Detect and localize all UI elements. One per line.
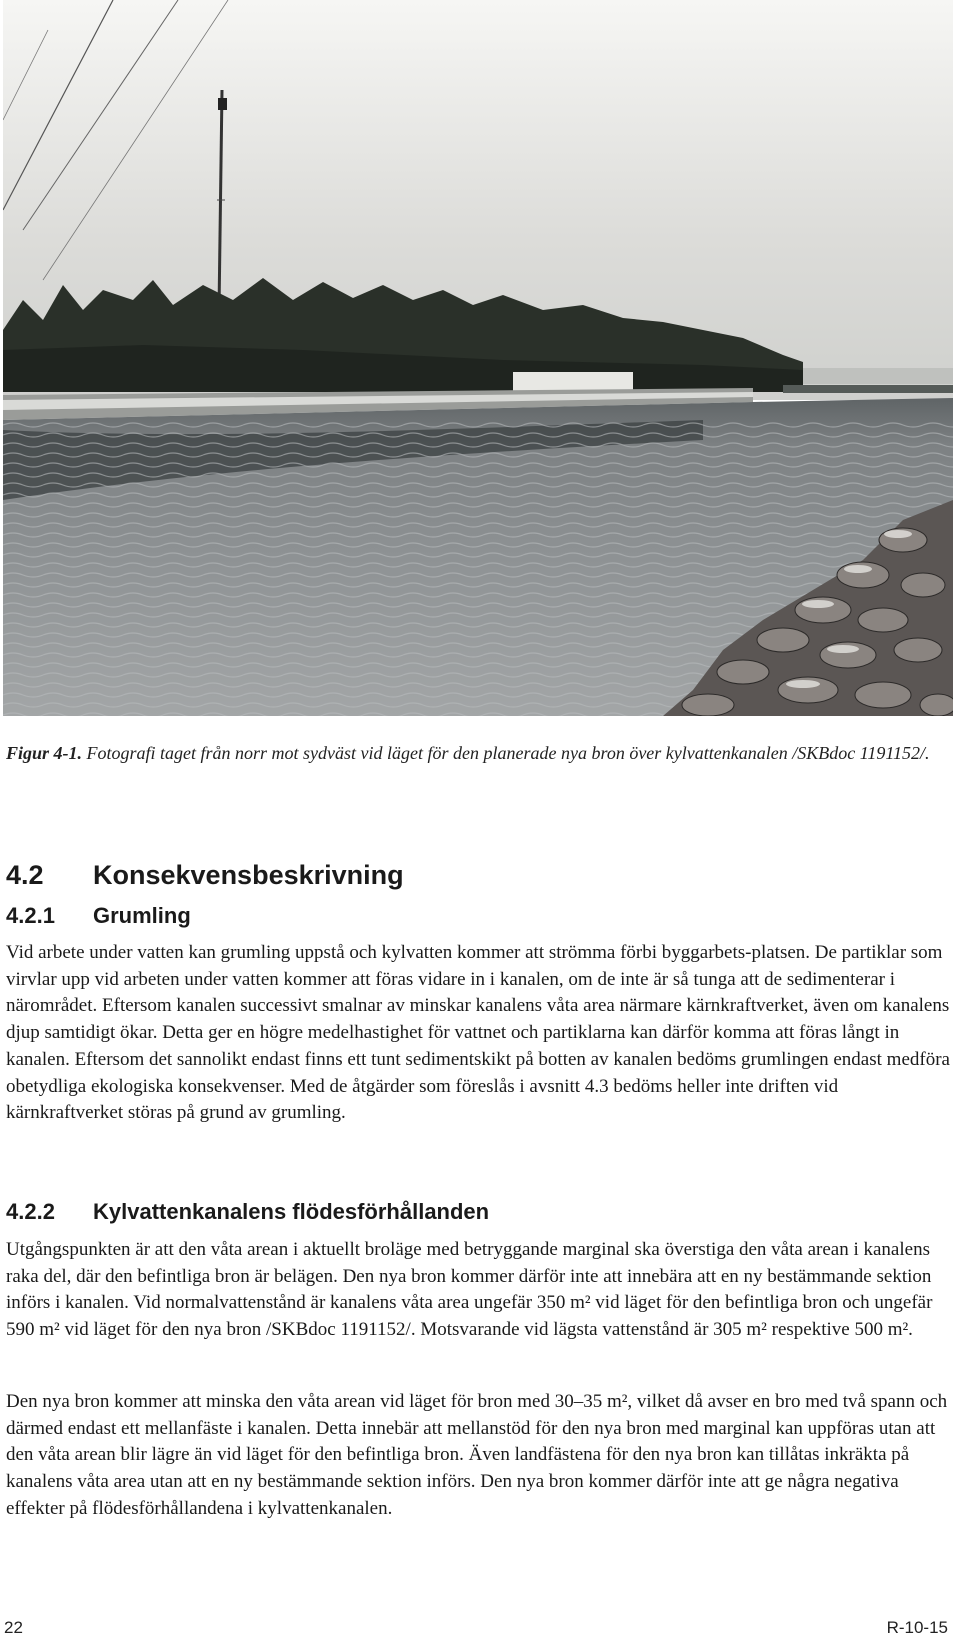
section-title: Konsekvensbeskrivning [93, 860, 404, 890]
section-number: 4.2 [6, 860, 44, 890]
subsection-number: 4.2.2 [6, 1199, 55, 1224]
body-paragraph: Vid arbete under vatten kan grumling uppstå och kylvatten kommer att strömma förbi byggarbets-platsen. De partiklar som virvlar upp vid arbeten under vatten kommer att föras vidare in i kanalen, om de inte är så tunga att de sedimenterar i närområdet. Eftersom kanalen successivt smalnar av minskar kanalens våta area närmare kärnkraftverket, även om kanalens djup samtidigt ökar. Detta ger en högre medelhastighet för vattnet och partiklarna kan därför komma att föras långt in kanalen. Eftersom det sannolikt endast finns ett tunt sedimentskikt på botten av kanalen bedöms grumlingen endast medföra obetydliga ekologiska konsekvenser. Med de åtgärder som föreslås i avsnitt 4.3 bedöms heller inte driften vid kärnkraftverket störas på grund av grumling. [6, 942, 950, 1124]
canal-photograph [3, 0, 953, 716]
body-paragraph: Utgångspunkten är att den våta arean i aktuellt broläge med betryggande marginal ska överstiga den våta arean i kanalens raka del, där den befintliga bron är belägen. Den nya bron kommer därför inte att innebära att en ny bestämmande sektion införs i kanalen. Vid normalvattenstånd är kanalens våta area ungefär 350 m² vid läget för den befintliga bron och ungefär 590 m² vid läget för den nya bron /SKBdoc 1191152/. Motsvarande vid lägsta vattenstånd är 305 m² respektive 500 m². [6, 1239, 933, 1341]
subsection-title: Kylvattenkanalens flödesförhållanden [93, 1199, 490, 1224]
subsection-heading-grumling [6, 902, 191, 930]
figure-label: Figur 4-1. [6, 743, 83, 763]
figure-caption [6, 740, 951, 766]
body-paragraph: Den nya bron kommer att minska den våta arean vid läget för bron med 30–35 m², vilket då avser en bro med två spann och därmed endast ett mellanfäste i kanalen. Detta innebär att mellanstöd för den nya bron med marginal kan uppföras utan att den våta arean blir lägre än vid läget för den befintliga bron. Även landfästena för den nya bron kan tillåtas inkräkta på kanalens våta area utan att en ny bestämmande sektion införs. Den nya bron kommer därför inte att ge några negativa effekter på flödesförhållandena i kylvattenkanalen. [6, 1391, 948, 1519]
report-number: R-10-15 [886, 1618, 948, 1637]
figure-caption-text: Fotografi taget från norr mot sydväst vid läget för den planerade nya bron över kylvattenkanalen /SKBdoc 1191152/. [82, 743, 930, 763]
subsection-title: Grumling [93, 903, 191, 928]
subsection-heading-flodesforhallanden [6, 1198, 489, 1226]
section-heading [6, 858, 404, 892]
subsection-number: 4.2.1 [6, 903, 55, 928]
page-number: 22 [4, 1618, 23, 1637]
page-footer [4, 1618, 948, 1638]
